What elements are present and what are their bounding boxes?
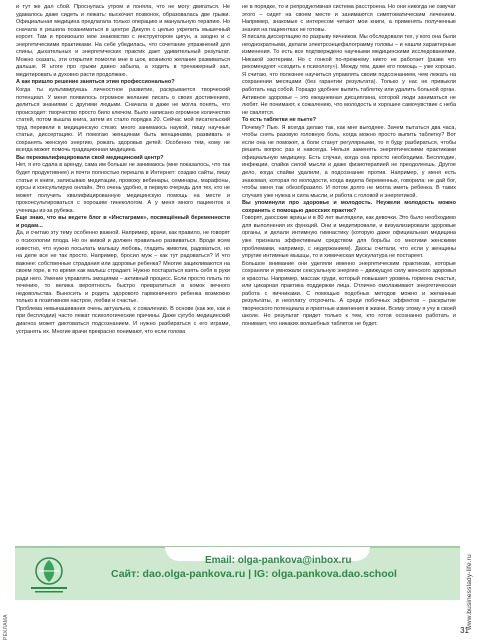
school-logo-icon bbox=[27, 554, 71, 596]
paragraph: Большое внимание они уделяли именно энергетическим практикам, которые сохраняли и умножали сексуальную энергию – движущую силу женского здоровья и красоты. Например, массаж груди, который повышает уровень гормона счастья, или цикарная практика поддержки лица. Отлично омолаживают энергетическая работа с яичниками. С помощью подобных методов можно и желанные результаты, и неоплату отсрочить. А среди побочных эффектов – раскрытие творческого потенциала и приятные изменения в жизни. Всему этому я учу в своей школе. Но результат придет только к тем, кто готов осознанно работать и понимает, что никаких волшебных таблеток не будет. bbox=[242, 260, 456, 327]
paragraph: Говорят, даосские жрицы и в 80 лет выглядели, как девочки. Это было необходимо для выполнения их функций. Они и медитировали, и визуализировали здоровые органы, и делали интимную гимнастику (которую даже официальная медицина уже признала эффективным средством для борьбы со многими женскими проблемами, например, с недержанием). Даосы считали, что если у женщины упругие интимные мышцы, то и химическая мускулатура не постареет. bbox=[242, 215, 456, 260]
paragraph: Проблема невынашивания очень актуальна, к сожалению. В основе (как же, как и при бесплодии) часто лежат психологические причины. Даже сугубо медицинский диагноз может диктоваться подсознанием. И нужно разбираться с его играми, устранять их. Многие врачи прекрасно понимают, что если голова bbox=[16, 305, 230, 335]
interview-question: Вы упомянули про здоровье и молодость. Неужели молодость можно сохранить с помощью даосских практик? bbox=[242, 200, 456, 214]
interview-question: То есть таблетки не пьете? bbox=[242, 117, 317, 124]
paragraph: Нет, я его сдала в аренду, сама им больше не занимаюсь (мне показалось, что так будет продуктивнее) и почти полностью перешла в Интернет: создаю сайты, пишу статьи и книги, записываю медитации, провожу вебинары, семинары, марафоны, курсы и консультирую онлайн. Это очень удобно, в первую очередь для тех, кто не может получить квалифицированную медицинскую помощь на месте и проконсультироваться с хорошим гинекологом. А у меня много пациенток и ученицы из-за рубежа. bbox=[16, 162, 230, 214]
page-number: 31 bbox=[460, 626, 469, 635]
paragraph: и тут же дал сбой. Проснулась утром и поняла, что не могу двигаться. Не удавалось даже сидеть и лежать: выскочил позвонок, образовалась две грыжи. Официальная медицина предлагала только операцию и мануальную терапию. Но сначала я решила позаниматься в центре Дикуля с целью укрепить мышечный корсет. Там и произошло мое знакомство с инструктором цигун, а заодно и с энергетическими практиками. На себе убедилась, что сочетание упражнений для спины, дыхательных и энергетических практик дает удивительный результат. Можно сказать, эти открытия помогли мне в шок, возникло желание развиваться дальше. Я ьтоге про грыжи давно забыла, а ходить в тренажерный зал, медитировать и духовно расти продолжаю. bbox=[16, 4, 230, 78]
advertising-label: РЕКЛАМА bbox=[3, 614, 9, 640]
article-column-left bbox=[16, 4, 230, 546]
interview-question: Еще знаю, что вы ведете блог в «Инстаграме», посвящённый беременности и родам... bbox=[16, 215, 230, 229]
contact-footer bbox=[15, 546, 460, 600]
article-column-right bbox=[242, 4, 456, 546]
paragraph: Да, и считаю эту тему особенно важной. Например, врачи, как правило, не говорят о психологии плода. Но он живой и должен правильно развиваться. Вроде всем известно, что нужно посылать малышу любовь, гладить животик, радоваться, но на деле все не так просто. Например, бросил муж – как тут радоваться? И что важнее: собственные страдания или здоровье ребенка? Многие зацикливаются на своем горе, в то время как малыш страдает. Нужно постараться взять себя в руки ради него. Умение управлять эмоциями – активный процесс. Если просто плыть по течению, то велика вероятность быстро превратиться в комок вечного недовольства. Выносить и родить здорового гармоничного ребенка возможно только в позитивном настрое, любви и счастье. bbox=[16, 230, 230, 305]
paragraph: Я писала диссертацию по разрыву яичников. Мы обследовали тех, у кого она были неоднократными, делали электроэнцефалограмму головы – и нашли характерные изменения. То есть все подтверждено научными медицинскими исследованиями. Никакой эзотерики. Но с гонкой по-прежнему никто не работает (разве что рекомендуют «сходить к психологу»). Между тем, даже его помощь – уже хорошо. Я считаю, что полезнее научиться управлять своим подсознанием, чем лежать на сохранении месяцами (без гарантии результата). Только у нас не привыкли работать над собой. Гораздо удобнее выпить таблетку или удалить больной орган. Активное здоровье – это ежедневная дисциплина, которой люди заниматься не любят. Не понимают, к сожалению, что молодость и хорошее самочувствие с неба не свалятся. bbox=[242, 34, 456, 116]
article-body bbox=[16, 4, 456, 546]
paragraph: Почему? Пью. Я всегда делаю так, как мне выгоднее. Зачем пытаться два часа, чтобы снять разовую головную боль, когда можно просто выпить таблетку? Вот если она не поможет, а боли станут регулярными, то я буду разбираться, чтобы решить вопрос раз и навсегда. Нельзя заменять энергетическими практиками официальную медицину. Есть случаи, когда она просто необходима. Бесплодие, инфекции, спайки силой мысли и даже физиотерапией не преодолеешь. Другое дело, когда спайки удалили, а подсознание против. Например, у меня есть знакомая, которая по молодости, когда видела беременных, говорила: не дай бог, чтобы меня так обезобразило. И потом долго не могла иметь ребенка. В таких случаях уже нужна и сила мысли, и работа с головой и энергетикой. bbox=[242, 124, 456, 199]
interview-question: Вы переквалифицировали свой медицинский центр? bbox=[16, 154, 164, 161]
interview-question: А как пришло решение заняться этим профессионально? bbox=[16, 79, 175, 86]
paragraph: не в порядке, то и репродуктивная система расстроена. Но они никогда не озвучат этого – сидят на своем месте и занимаются симптоматическим лечением. Например, знакомые с интересом читают мои книги, а применять полученные знания на пациентках не готовы. bbox=[242, 4, 456, 33]
contact-site[interactable]: Сайт: dao.olga-pankova.ru | IG: olga.pankova.dao.school bbox=[111, 568, 397, 580]
contact-email[interactable]: Email: olga-pankova@inbox.ru bbox=[205, 555, 352, 566]
website-vertical: www.businesslady-life.ru bbox=[466, 554, 473, 630]
paragraph: Когда ты культивируешь личностное развитие, раскрывается творческий потенциал. У меня появилось огромное желание писать о своих достижениях, делиться знаниями с другими людьми. Сначала в даже не могла понять, что происходит: творчество просто било ключом. Было написано огромное количество статей, потом вышла книга, затем их стало порядка 20. Сейчас мой писательский труд перевели в медицинскую стезю: много занимаюсь наукой, пишу научные статьи, диссертацию. И помогаю женщинам быть женщинами, развивать и сохранять женскую энергию, рожать здоровых детей. Особенно тем, кому не всегда может помочь традиционная медицина. bbox=[16, 87, 230, 154]
